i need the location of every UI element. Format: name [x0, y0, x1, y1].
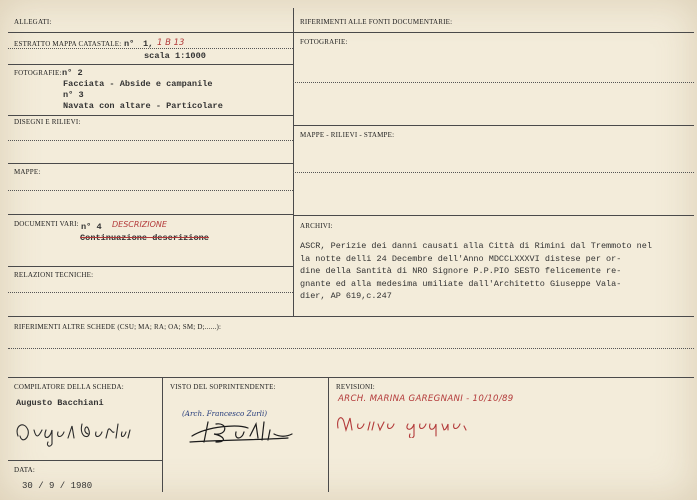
center-divider: [293, 8, 294, 316]
documenti-number: n° 4: [81, 222, 102, 232]
disegni-label: DISEGNI E RILIEVI:: [14, 118, 81, 126]
rule-left-5: [8, 266, 293, 267]
rule-full-1: [8, 316, 694, 317]
footer-divider-1: [162, 377, 163, 492]
rule-right-1: [293, 125, 694, 126]
fotografie-line-3: n° 3: [63, 90, 84, 100]
estratto-number: 1,: [143, 39, 154, 49]
footer-divider-2: [328, 377, 329, 492]
mappe-label: MAPPE:: [14, 168, 41, 176]
dotted-leader: [293, 172, 694, 173]
rule-left-3: [8, 163, 293, 164]
fotografie-line-2: Facciata - Abside e campanile: [63, 79, 213, 89]
data-value: 30 / 9 / 1980: [22, 481, 93, 491]
dotted-leader: [293, 82, 694, 83]
data-rule: [8, 460, 162, 461]
rule-left-4: [8, 214, 293, 215]
rule-full-2: [8, 377, 694, 378]
riferimenti-label: RIFERIMENTI ALLE FONTI DOCUMENTARIE:: [300, 18, 453, 26]
rule-left-2: [8, 115, 293, 116]
dotted-leader: [8, 348, 694, 349]
data-label: DATA:: [14, 466, 36, 474]
rule-right-2: [293, 215, 694, 216]
fotografie-line-4: Navata con altare - Particolare: [63, 101, 223, 111]
soprintendente-signature: [188, 416, 308, 446]
estratto-scala: scala 1:1000: [144, 51, 206, 61]
rule-left-1: [8, 64, 293, 65]
dotted-leader: [8, 140, 293, 141]
dotted-leader: [8, 292, 293, 293]
fotografie-line-1: n° 2: [62, 68, 83, 78]
revisioni-signature: [332, 408, 502, 438]
documenti-struck-line: Continuazione descrizione: [80, 233, 209, 243]
visto-stamp: (Arch. Francesco Zurli): [182, 409, 268, 418]
revisioni-entry: ARCH. MARINA GAREGNANI - 10/10/89: [338, 394, 514, 404]
mappe-rilievi-label: MAPPE - RILIEVI - STAMPE:: [300, 131, 395, 139]
documenti-hand-title: DESCRIZIONE: [112, 220, 167, 229]
compilatore-label: COMPILATORE DELLA SCHEDA:: [14, 383, 124, 391]
estratto-hand-ref: 1 B 13: [157, 38, 185, 48]
estratto-label: ESTRATTO MAPPA CATASTALE:: [14, 40, 122, 48]
allegati-label: ALLEGATI:: [14, 18, 52, 26]
estratto-number-prefix: n°: [124, 39, 135, 49]
archivi-text: ASCR, Perizie dei danni causati alla Città di Rimini dal Tremmoto nel la notte delli 24 Decembre dell'Anno MDCCLXXXVI distese per or- dine della Santità di NRO Signore P.P.PIO SESTO felicemente re- gnante ed alla medesima umiliate dall'Architetto Giuseppe Vala- dier, AP 619,c.247: [300, 241, 652, 301]
visto-label: VISTO DEL SOPRINTENDENTE:: [170, 383, 276, 391]
fotografie-label: FOTOGRAFIE:: [14, 69, 62, 77]
fotografie-right-label: FOTOGRAFIE:: [300, 38, 348, 46]
documenti-label: DOCUMENTI VARI:: [14, 220, 79, 228]
relazioni-label: RELAZIONI TECNICHE:: [14, 271, 94, 279]
compilatore-name: Augusto Bacchiani: [16, 398, 104, 408]
altre-schede-label: RIFERIMENTI ALTRE SCHEDE (CSU; MA; RA; OA; SM; D;......):: [14, 323, 222, 331]
dotted-leader: [8, 190, 293, 191]
archivi-label: ARCHIVI:: [300, 222, 333, 230]
top-rule: [8, 32, 694, 33]
revisioni-label: REVISIONI:: [336, 383, 375, 391]
compilatore-signature: [12, 414, 152, 450]
